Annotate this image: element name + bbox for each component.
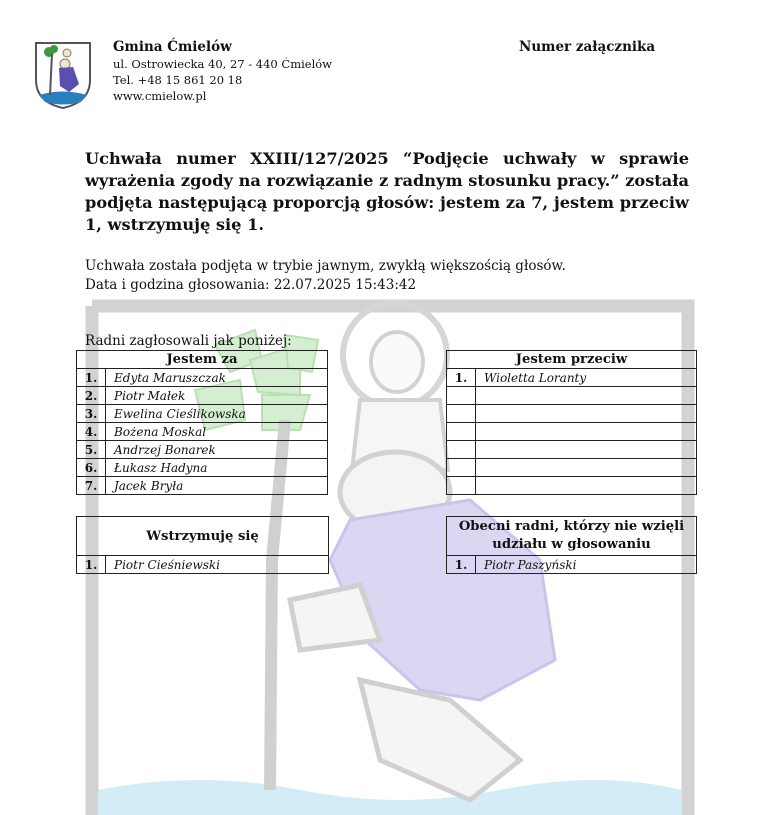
row-number bbox=[447, 477, 476, 495]
row-number bbox=[447, 459, 476, 477]
councillor-name bbox=[476, 441, 697, 459]
row-number bbox=[447, 423, 476, 441]
councillor-name: Łukasz Hadyna bbox=[106, 459, 328, 477]
row-number: 4. bbox=[77, 423, 106, 441]
councillor-name: Jacek Bryła bbox=[106, 477, 328, 495]
councillor-name bbox=[476, 405, 697, 423]
voting-datetime-text: Data i godzina głosowania: 22.07.2025 15:43:42 bbox=[85, 277, 417, 293]
row-number: 6. bbox=[77, 459, 106, 477]
councillor-name bbox=[476, 459, 697, 477]
councillor-name: Wioletta Loranty bbox=[476, 369, 697, 387]
row-number: 1. bbox=[447, 556, 476, 574]
row-number: 1. bbox=[77, 369, 106, 387]
table-row bbox=[77, 387, 328, 405]
abstain-header: Wstrzymuję się bbox=[77, 517, 329, 556]
councillor-name bbox=[476, 477, 697, 495]
table-row bbox=[447, 423, 697, 441]
row-number bbox=[447, 441, 476, 459]
table-row bbox=[447, 459, 697, 477]
row-number: 1. bbox=[447, 369, 476, 387]
resolution-info bbox=[85, 257, 566, 295]
voting-mode-text: Uchwała została podjęta w trybie jawnym, zwykłą większością głosów. bbox=[85, 258, 566, 274]
resolution-title: Uchwała numer XXIII/127/2025 “Podjęcie uchwały w sprawie wyrażenia zgody na rozwiązanie z radnym stosunku pracy.” została podjęta następującą proporcją głosów: jestem za 7, jestem przeciw 1, wstrzymuję się 1. bbox=[85, 149, 689, 234]
table-row bbox=[447, 369, 697, 387]
table-row bbox=[77, 459, 328, 477]
row-number bbox=[447, 387, 476, 405]
organization-phone: Tel. +48 15 861 20 18 bbox=[113, 73, 243, 87]
councillor-name bbox=[476, 423, 697, 441]
table-row bbox=[447, 477, 697, 495]
table-row bbox=[447, 441, 697, 459]
councillor-name: Bożena Moskal bbox=[106, 423, 328, 441]
councillor-name bbox=[476, 387, 697, 405]
row-number: 2. bbox=[77, 387, 106, 405]
coat-of-arms-logo bbox=[33, 40, 93, 110]
organization-address: ul. Ostrowiecka 40, 27 - 440 Ćmielów bbox=[113, 57, 333, 71]
table-row bbox=[77, 369, 328, 387]
organization-name: Gmina Ćmielów bbox=[113, 39, 232, 55]
votes-against-table bbox=[446, 350, 697, 495]
councillor-name: Ewelina Cieślikowska bbox=[106, 405, 328, 423]
organization-website: www.cmielow.pl bbox=[113, 89, 207, 103]
votes-intro-text: Radni zagłosowali jak poniżej: bbox=[85, 333, 292, 349]
table-row bbox=[447, 556, 697, 574]
councillor-name: Piotr Paszyński bbox=[476, 556, 697, 574]
votes-against-header: Jestem przeciw bbox=[447, 351, 697, 369]
councillor-name: Andrzej Bonarek bbox=[106, 441, 328, 459]
present-not-voting-table bbox=[446, 516, 697, 574]
table-row bbox=[447, 387, 697, 405]
organization-info bbox=[113, 38, 332, 104]
row-number: 3. bbox=[77, 405, 106, 423]
row-number: 5. bbox=[77, 441, 106, 459]
attachment-number-label: Numer załącznika bbox=[519, 39, 656, 55]
table-row bbox=[77, 423, 328, 441]
councillor-name: Piotr Małek bbox=[106, 387, 328, 405]
abstain-table bbox=[76, 516, 329, 574]
councillor-name: Edyta Maruszczak bbox=[106, 369, 328, 387]
table-row bbox=[77, 556, 329, 574]
table-row bbox=[77, 441, 328, 459]
table-row bbox=[77, 477, 328, 495]
row-number bbox=[447, 405, 476, 423]
councillor-name: Piotr Cieśniewski bbox=[106, 556, 329, 574]
present-not-voting-header: Obecni radni, którzy nie wzięli udziału w głosowaniu bbox=[447, 517, 697, 556]
row-number: 7. bbox=[77, 477, 106, 495]
table-row bbox=[77, 405, 328, 423]
votes-for-header: Jestem za bbox=[77, 351, 328, 369]
votes-for-table bbox=[76, 350, 328, 495]
table-row bbox=[447, 405, 697, 423]
row-number: 1. bbox=[77, 556, 106, 574]
